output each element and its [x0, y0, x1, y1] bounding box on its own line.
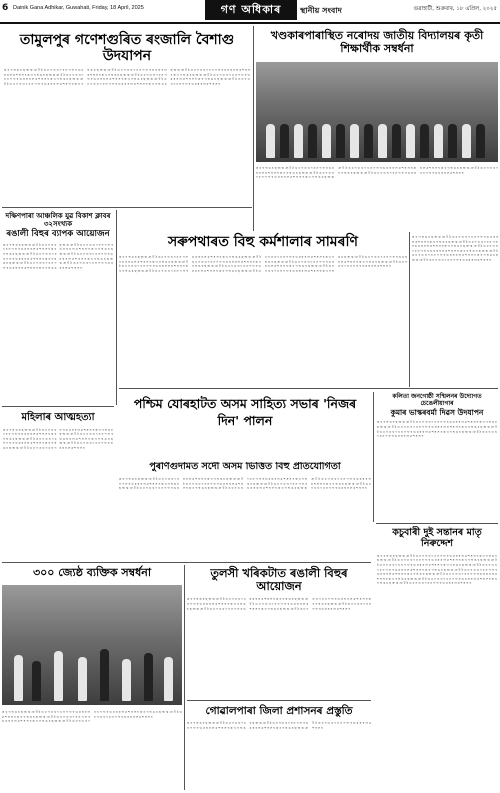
headline-tulsi: তুলসী খৰিকটাত ৰঙালী বিহুৰ আয়োজন — [210, 566, 348, 594]
body-text: ক খ গ ঘ ঙ চ ছ জ ঝ ঞ ট ঠ ড ঢ ণ ত থ দ ধ ন প ফ ব ভ ম য ৰ ল ৱ শ ষ স হ ক খ গ ঘ ঙ চ ছ জ ঝ ঞ ট ঠ ড ঢ ণ ত থ দ ধ ন প ফ ব ভ ম য ৰ ল ৱ শ ষ স হ ক খ গ ঘ ঙ চ ছ জ ঝ ঞ ট ঠ ড ঢ ণ ত থ দ ধ ন প ফ ব ভ ম য ৰ ল ৱ শ ষ স হ ক খ গ ঘ ঙ চ ছ জ ঝ ঞ ট ঠ ড ঢ ণ ত থ দ ধ ন প ফ ব ভ ম য ৰ ল ৱ শ ষ স হ ক খ গ ঘ ঙ চ ছ জ ঝ ঞ ট ঠ ড ঢ ণ ত থ দ ধ ন প ফ ব ভ ম য ৰ ল ৱ শ ষ স হ ক খ গ ঘ ঙ চ ছ জ ঝ ঞ ট ঠ ড ঢ ণ ত থ দ ধ ন প ফ ব ভ ম য ৰ ল ৱ শ ষ স হ ক খ গ ঘ ঙ চ ছ জ ঝ ঞ ট ঠ ড ঢ ণ ত থ দ ধ ন প ফ ব ভ ম য ৰ ল ৱ শ ষ স হ ক খ গ ঘ ঙ চ ছ জ ঝ ঞ ট ঠ ড ঢ ণ ত থ দ ধ ন প ফ ব ভ ম য ৰ ল ৱ শ ষ স হ ক খ গ ঘ ঙ চ ছ জ ঝ ঞ ট ঠ ড ঢ ণ ত থ দ ধ ন প ফ ব ভ ম য ৰ ল ৱ শ ষ স হ ক খ গ ঘ ঙ চ ছ জ ঝ ঞ ট ঠ ড ঢ ণ ত থ দ ধ ন প ফ ব ভ ম য ৰ ল ৱ শ ষ স হ — [119, 255, 407, 273]
kicker-dakshinpara: দক্ষিণপাৰা আঞ্চলিক যুৱ বিকাশ ক্লাবৰ ৩২সংখ্যক — [5, 212, 111, 229]
body-text: ক খ গ ঘ ঙ চ ছ জ ঝ ঞ ট ঠ ড ঢ ণ ত থ দ ধ ন প ফ ব ভ ম য ৰ ল ৱ শ ষ স হ ক খ গ ঘ ঙ চ ছ জ ঝ ঞ ট ঠ ড ঢ ণ ত থ দ ধ ন প ফ ব ভ ম য ৰ ল ৱ শ ষ স হ ক খ গ ঘ ঙ চ ছ জ ঝ ঞ ট ঠ ড ঢ ণ ত থ দ ধ ন প ফ ব ভ ম য ৰ ল ৱ শ ষ স হ ক খ গ ঘ ঙ চ ছ জ ঝ ঞ ট ঠ ড ঢ ণ ত থ দ ধ ন প ফ ব ভ ম য ৰ ল ৱ শ ষ স হ — [2, 710, 182, 724]
headline-mahila: মহিলাৰ আত্মহত্যা — [21, 412, 95, 423]
photo-senior-felicitation — [2, 585, 182, 705]
headline-paschim: পশ্চিম যোৰহাটত অসম সাহিত্য সভাৰ 'নিজৰ দিন' পালন — [133, 396, 357, 428]
story-paschim — [119, 392, 371, 452]
section-title: স্থানীয় সংবাদ — [300, 6, 342, 15]
headline-senior: ৩০০ জ্যেষ্ঠ ব্যক্তিক সম্বৰ্ধনা — [32, 566, 152, 579]
body-text: ক খ গ ঘ ঙ চ ছ জ ঝ ঞ ট ঠ ড ঢ ণ ত থ দ ধ ন প ফ ব ভ ম য ৰ ল ৱ শ ষ স হ ক খ গ ঘ ঙ চ ছ জ ঝ ঞ ট ঠ ড ঢ ণ ত থ দ ধ ন প ফ ব ভ ম য ৰ ল ৱ শ ষ স হ ক খ গ ঘ ঙ চ ছ জ ঝ ঞ ট ঠ ড ঢ ণ ত থ দ ধ ন প ফ ব ভ ম য ৰ ল ৱ শ ষ স হ — [187, 721, 371, 730]
story-goalpara — [187, 703, 371, 790]
headline-goalpara: গোৱালপাৰা জিলা প্ৰশাসনৰ প্ৰস্তুতি — [205, 705, 353, 717]
headline-purangdamat: পুৰণিগুদামত সদৌ অসম ভিত্তিত বিহু প্ৰতিযোগিতা — [149, 462, 341, 472]
story-tulsi — [187, 565, 371, 700]
page-number: 6 — [2, 3, 9, 13]
story-khanikar — [256, 26, 498, 231]
headline-sarupathar: সৰুপথাৰত বিহু কৰ্মশালাৰ সামৰণি — [168, 234, 358, 250]
headline-kalita: কুমাৰ ভাস্কৰবৰ্মা দিৱস উদযাপন — [390, 407, 484, 417]
story-dakshinpara — [2, 210, 114, 405]
headline-khanikar: খণ্ডকাৰপাৰাস্থিত নৰোদয় জাতীয় বিদ্যালয়ৰ কৃতী শিক্ষাৰ্থীক সম্বৰ্ধনা — [270, 29, 484, 55]
body-text: ক খ গ ঘ ঙ চ ছ জ ঝ ঞ ট ঠ ড ঢ ণ ত থ দ ধ ন প ফ ব ভ ম য ৰ ল ৱ শ ষ স হ ক খ গ ঘ ঙ চ ছ জ ঝ ঞ ট ঠ ড ঢ ণ ত থ দ ধ ন প ফ ব ভ ম য ৰ ল ৱ শ ষ স হ ক খ গ ঘ ঙ চ ছ জ ঝ ঞ ট ঠ ড ঢ ণ ত থ দ ধ ন প ফ ব ভ ম য ৰ ল ৱ শ ষ স হ ক খ গ ঘ ঙ চ ছ জ ঝ ঞ ট ঠ ড ঢ ণ ত থ দ ধ ন প ফ ব ভ ম য ৰ ল ৱ শ ষ স হ ক খ গ ঘ ঙ চ ছ জ ঝ ঞ ট ঠ ড ঢ ণ ত থ দ ধ ন প ফ ব ভ ম য ৰ ল ৱ শ ষ স হ ক খ গ ঘ ঙ চ ছ জ ঝ ঞ ট ঠ ড ঢ ণ ত থ দ ধ ন প ফ ব ভ ম য ৰ ল ৱ শ ষ স হ — [3, 242, 113, 270]
story-kalita — [376, 392, 498, 522]
body-text: ক খ গ ঘ ঙ চ ছ জ ঝ ঞ ট ঠ ড ঢ ণ ত থ দ ধ ন প ফ ব ভ ম য ৰ ল ৱ শ ষ স হ ক খ গ ঘ ঙ চ ছ জ ঝ ঞ ট ঠ ড ঢ ণ ত থ দ ধ ন প ফ ব ভ ম য ৰ ল ৱ শ ষ স হ ক খ গ ঘ ঙ চ ছ জ ঝ ঞ ট ঠ ড ঢ ণ ত থ দ ধ ন প ফ ব ভ ম য ৰ ল ৱ শ ষ স হ ক খ গ ঘ ঙ চ ছ জ ঝ ঞ ট ঠ ড ঢ ণ ত থ দ ধ ন প ফ ব ভ ম য ৰ ল ৱ শ ষ স হ ক খ গ ঘ ঙ চ ছ জ ঝ ঞ ট ঠ ড ঢ ণ ত থ দ ধ ন প ফ ব ভ ম য ৰ ল ৱ শ ষ স হ — [187, 597, 371, 611]
newspaper-logo: গণ অধিকাৰ — [205, 0, 297, 20]
headline-kachubari: কচুবাৰী দুই সন্তানৰ মাতৃ নিৰুদ্দেশ — [392, 527, 482, 549]
body-text: ক খ গ ঘ ঙ চ ছ জ ঝ ঞ ট ঠ ড ঢ ণ ত থ দ ধ ন প ফ ব ভ ম য ৰ ল ৱ শ ষ স হ ক খ গ ঘ ঙ চ ছ জ ঝ ঞ ট ঠ ড ঢ ণ ত থ দ ধ ন প ফ ব ভ ম য ৰ ল ৱ শ ষ স হ ক খ গ ঘ ঙ চ ছ জ ঝ ঞ ট ঠ ড ঢ ণ ত থ দ ধ ন প ফ ব ভ ম য ৰ ল ৱ শ ষ স হ ক খ গ ঘ ঙ চ ছ জ ঝ ঞ ট ঠ ড ঢ ণ ত থ দ ধ ন প ফ ব ভ ম য ৰ ল ৱ শ ষ স হ ক খ গ ঘ ঙ চ ছ জ ঝ ঞ ট ঠ ড ঢ ণ ত থ দ ধ ন প ফ ব ভ ম য ৰ ল ৱ শ ষ স হ ক খ গ ঘ ঙ চ ছ জ ঝ ঞ ট ঠ ড ঢ ণ ত থ দ ধ ন প ফ ব ভ ম য ৰ ল ৱ শ ষ স হ ক খ গ ঘ ঙ চ ছ জ ঝ ঞ ট ঠ ড ঢ ণ ত থ দ ধ ন প ফ ব ভ ম য ৰ ল ৱ শ ষ স হ ক খ গ ঘ ঙ চ ছ জ ঝ ঞ ট ঠ ড ঢ ণ ত থ দ ধ ন প ফ ব ভ ম য ৰ ল ৱ শ ষ স হ — [377, 553, 497, 586]
body-text: ক খ গ ঘ ঙ চ ছ জ ঝ ঞ ট ঠ ড ঢ ণ ত থ দ ধ ন প ফ ব ভ ম য ৰ ল ৱ শ ষ স হ ক খ গ ঘ ঙ চ ছ জ ঝ ঞ ট ঠ ড ঢ ণ ত থ দ ধ ন প ফ ব ভ ম য ৰ ল ৱ শ ষ স হ ক খ গ ঘ ঙ চ ছ জ ঝ ঞ ট ঠ ড ঢ ণ ত থ দ ধ ন প ফ ব ভ ম য ৰ ল ৱ শ ষ স হ ক খ গ ঘ ঙ চ ছ জ ঝ ঞ ট ঠ ড ঢ ণ ত থ দ ধ ন প ফ ব ভ ম য ৰ ল ৱ শ ষ স হ ক খ গ ঘ ঙ চ ছ জ ঝ ঞ ট ঠ ড ঢ ণ ত থ দ ধ ন প ফ ব ভ ম য ৰ ল ৱ শ ষ স হ ক খ গ ঘ ঙ চ ছ জ ঝ ঞ ট ঠ ড ঢ ণ ত থ দ ধ ন প ফ ব ভ ম য ৰ ল ৱ শ ষ স হ ক খ গ ঘ ঙ চ ছ জ ঝ ঞ ট ঠ ড ঢ ণ ত থ দ ধ ন প ফ ব ভ ম য ৰ ল ৱ শ ষ স হ — [119, 476, 371, 491]
body-text: ক খ গ ঘ ঙ চ ছ জ ঝ ঞ ট ঠ ড ঢ ণ ত থ দ ধ ন প ফ ব ভ ম য ৰ ল ৱ শ ষ স হ ক খ গ ঘ ঙ চ ছ জ ঝ ঞ ট ঠ ড ঢ ণ ত থ দ ধ ন প ফ ব ভ ম য ৰ ল ৱ শ ষ স হ ক খ গ ঘ ঙ চ ছ জ ঝ ঞ ট ঠ ড ঢ ণ ত থ দ ধ ন প ফ ব ভ ম য ৰ ল ৱ শ ষ স হ ক খ গ ঘ ঙ চ ছ জ ঝ ঞ ট ঠ ড ঢ ণ ত থ দ ধ ন প ফ ব ভ ম য ৰ ল ৱ শ ষ স হ ক খ গ ঘ ঙ চ ছ জ ঝ ঞ ট ঠ ড ঢ ণ ত থ দ ধ ন প ফ ব ভ ম য ৰ ল ৱ শ ষ স হ — [256, 166, 498, 180]
kicker-kalita: কলিতা জনগোষ্ঠী সন্মিলনৰ উদ্যোগত চেঙেলীয়াগাৰ — [392, 393, 482, 407]
edition-line: Dainik Gana Adhikar, Guwahati, Friday, 18 April, 2025 — [13, 5, 144, 11]
body-text: ক খ গ ঘ ঙ চ ছ জ ঝ ঞ ট ঠ ড ঢ ণ ত থ দ ধ ন প ফ ব ভ ম য ৰ ল ৱ শ ষ স হ ক খ গ ঘ ঙ চ ছ জ ঝ ঞ ট ঠ ড ঢ ণ ত থ দ ধ ন প ফ ব ভ ম য ৰ ল ৱ শ ষ স হ ক খ গ ঘ ঙ চ ছ জ ঝ ঞ ট ঠ ড ঢ ণ ত থ দ ধ ন প ফ ব ভ ম য ৰ ল ৱ শ ষ স হ ক খ গ ঘ ঙ চ ছ জ ঝ ঞ ট ঠ ড ঢ ণ ত থ দ ধ ন প ফ ব ভ ম য ৰ ল ৱ শ ষ স হ ক খ গ ঘ ঙ চ ছ জ ঝ ঞ ট ঠ ড ঢ ণ ত থ দ ধ ন প ফ ব ভ ম য ৰ ল ৱ শ ষ স হ — [412, 235, 498, 262]
headline-tamulpur: তামুলপুৰ গণেশগুৰিত ৰংজালি বৈশাগু উদযাপন — [19, 32, 235, 65]
story-tamulpur — [2, 26, 252, 206]
masthead — [0, 0, 500, 24]
headline-dakshinpara: ৰঙালী বিহুৰ ব্যাপক আয়োজন — [6, 229, 110, 240]
body-text: ক খ গ ঘ ঙ চ ছ জ ঝ ঞ ট ঠ ড ঢ ণ ত থ দ ধ ন প ফ ব ভ ম য ৰ ল ৱ শ ষ স হ ক খ গ ঘ ঙ চ ছ জ ঝ ঞ ট ঠ ড ঢ ণ ত থ দ ধ ন প ফ ব ভ ম য ৰ ল ৱ শ ষ স হ ক খ গ ঘ ঙ চ ছ জ ঝ ঞ ট ঠ ড ঢ ণ ত থ দ ধ ন প ফ ব ভ ম য ৰ ল ৱ শ ষ স হ ক খ গ ঘ ঙ চ ছ জ ঝ ঞ ট ঠ ড ঢ ণ ত থ দ ধ ন প ফ ব ভ ম য ৰ ল ৱ শ ষ স হ ক খ গ ঘ ঙ চ ছ জ ঝ ঞ ট ঠ ড ঢ ণ ত থ দ ধ ন প ফ ব ভ ম য ৰ ল ৱ শ ষ স হ ক খ গ ঘ ঙ চ ছ জ ঝ ঞ ট ঠ ড ঢ ণ ত থ দ ধ ন প ফ ব ভ ম য ৰ ল ৱ শ ষ স হ ক খ গ ঘ ঙ চ ছ জ ঝ ঞ ট ঠ ড ঢ ণ ত থ দ ধ ন প ফ ব ভ ম য ৰ ল ৱ শ ষ স হ ক খ গ ঘ ঙ চ ছ জ ঝ ঞ ট ঠ ড ঢ ণ ত থ দ ধ ন প ফ ব ভ ম য ৰ ল ৱ শ ষ স হ ক খ গ ঘ ঙ চ ছ জ ঝ ঞ ট ঠ ড ঢ ণ ত থ দ ধ ন প ফ ব ভ ম য ৰ ল ৱ শ ষ স হ — [4, 68, 250, 86]
story-purangdamat — [119, 462, 371, 562]
story-kachubari — [376, 526, 498, 786]
date-line: গুৱাহাটী, শুক্ৰবাৰ, ১৮ এপ্ৰিল, ২০২৫ — [413, 6, 497, 12]
body-text: ক খ গ ঘ ঙ চ ছ জ ঝ ঞ ট ঠ ড ঢ ণ ত থ দ ধ ন প ফ ব ভ ম য ৰ ল ৱ শ ষ স হ ক খ গ ঘ ঙ চ ছ জ ঝ ঞ ট ঠ ড ঢ ণ ত থ দ ধ ন প ফ ব ভ ম য ৰ ল ৱ শ ষ স হ ক খ গ ঘ ঙ চ ছ জ ঝ ঞ ট ঠ ড ঢ ণ ত থ দ ধ ন প ফ ব ভ ম য ৰ ল ৱ শ ষ স হ ক খ গ ঘ ঙ চ ছ জ ঝ ঞ ট ঠ ড ঢ ণ ত থ দ ধ ন প ফ ব ভ ম য ৰ ল ৱ শ ষ স হ ক খ গ ঘ ঙ চ ছ জ ঝ ঞ ট ঠ ড ঢ ণ ত থ দ ধ ন প ফ ব ভ ম য ৰ ল ৱ শ ষ স হ — [3, 427, 113, 450]
body-text: ক খ গ ঘ ঙ চ ছ জ ঝ ঞ ট ঠ ড ঢ ণ ত থ দ ধ ন প ফ ব ভ ম য ৰ ল ৱ শ ষ স হ ক খ গ ঘ ঙ চ ছ জ ঝ ঞ ট ঠ ড ঢ ণ ত থ দ ধ ন প ফ ব ভ ম য ৰ ল ৱ শ ষ স হ ক খ গ ঘ ঙ চ ছ জ ঝ ঞ ট ঠ ড ঢ ণ ত থ দ ধ ন প ফ ব ভ ম য ৰ ল ৱ শ ষ স হ ক খ গ ঘ ঙ চ ছ জ ঝ ঞ ট ঠ ড ঢ ণ ত থ দ ধ ন প ফ ব ভ ম য ৰ ল ৱ শ ষ স হ — [377, 420, 497, 439]
photo-students-group — [256, 62, 498, 162]
story-sarupathar — [119, 232, 407, 387]
story-senior — [2, 565, 182, 790]
story-mahila — [2, 409, 114, 559]
